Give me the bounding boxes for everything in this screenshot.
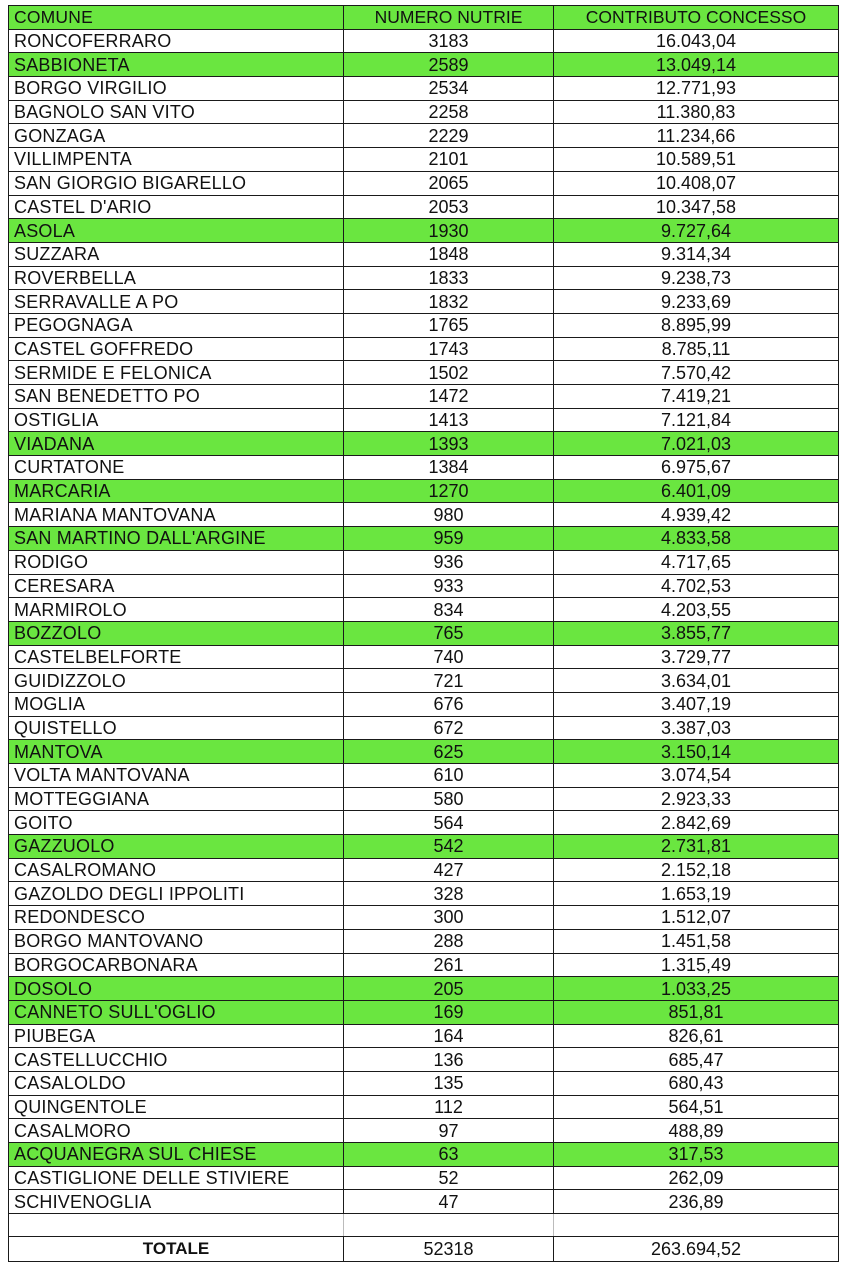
contributo-cell[interactable]: 11.234,66 (554, 124, 839, 148)
table-row (9, 598, 839, 622)
nutrie-cell[interactable]: 625 (344, 740, 554, 764)
nutrie-cell[interactable]: 205 (344, 977, 554, 1001)
contributo-cell[interactable]: 7.570,42 (554, 361, 839, 385)
nutrie-cell[interactable]: 834 (344, 598, 554, 622)
comune-cell[interactable]: OSTIGLIA (9, 408, 344, 432)
comune-cell[interactable]: BORGOCARBONARA (9, 953, 344, 977)
table-row (9, 148, 839, 172)
nutrie-cell[interactable]: 936 (344, 550, 554, 574)
table-row (9, 266, 839, 290)
table-row (9, 764, 839, 788)
nutrie-cell[interactable]: 427 (344, 858, 554, 882)
comune-cell[interactable]: QUINGENTOLE (9, 1095, 344, 1119)
table-row (9, 835, 839, 859)
comune-cell[interactable]: CURTATONE (9, 456, 344, 480)
contributo-cell[interactable]: 685,47 (554, 1048, 839, 1072)
contributo-cell[interactable]: 6.401,09 (554, 479, 839, 503)
table-row (9, 313, 839, 337)
contributo-cell[interactable]: 2.842,69 (554, 811, 839, 835)
contributo-cell[interactable]: 3.074,54 (554, 764, 839, 788)
comune-cell[interactable]: GOITO (9, 811, 344, 835)
header-row (9, 6, 839, 30)
table-row (9, 692, 839, 716)
contributo-cell[interactable]: 851,81 (554, 1000, 839, 1024)
table-row (9, 53, 839, 77)
comune-cell[interactable]: MOTTEGGIANA (9, 787, 344, 811)
comune-cell[interactable]: BORGO MANTOVANO (9, 929, 344, 953)
comune-cell[interactable]: VIADANA (9, 432, 344, 456)
table-row (9, 1000, 839, 1024)
table-row (9, 77, 839, 101)
nutrie-cell[interactable]: 1384 (344, 456, 554, 480)
nutrie-cell[interactable]: 47 (344, 1190, 554, 1214)
contributo-cell[interactable]: 7.121,84 (554, 408, 839, 432)
contributo-cell[interactable]: 10.589,51 (554, 148, 839, 172)
contributo-cell[interactable]: 564,51 (554, 1095, 839, 1119)
table-row (9, 219, 839, 243)
total-label[interactable]: TOTALE (9, 1237, 344, 1262)
nutrie-cell[interactable]: 959 (344, 527, 554, 551)
contributo-cell[interactable]: 16.043,04 (554, 29, 839, 53)
comune-cell[interactable]: CANNETO SULL'OGLIO (9, 1000, 344, 1024)
blank-row (9, 1214, 839, 1237)
comune-cell[interactable]: ROVERBELLA (9, 266, 344, 290)
comune-cell[interactable]: BAGNOLO SAN VITO (9, 100, 344, 124)
comune-cell[interactable]: MARMIROLO (9, 598, 344, 622)
contributo-cell[interactable]: 1.451,58 (554, 929, 839, 953)
nutrie-cell[interactable]: 2229 (344, 124, 554, 148)
comune-cell[interactable]: SERMIDE E FELONICA (9, 361, 344, 385)
table-row (9, 1166, 839, 1190)
contributo-cell[interactable]: 1.033,25 (554, 977, 839, 1001)
nutrie-cell[interactable]: 164 (344, 1024, 554, 1048)
contributo-cell[interactable]: 3.387,03 (554, 716, 839, 740)
comune-cell[interactable]: GUIDIZZOLO (9, 669, 344, 693)
table-row (9, 977, 839, 1001)
contributo-cell[interactable]: 8.785,11 (554, 337, 839, 361)
total-contributo[interactable]: 263.694,52 (554, 1237, 839, 1262)
table-row (9, 1143, 839, 1167)
table-row (9, 1024, 839, 1048)
contributo-cell[interactable]: 1.315,49 (554, 953, 839, 977)
nutrie-cell[interactable]: 3183 (344, 29, 554, 53)
table-row (9, 1190, 839, 1214)
nutrie-cell[interactable]: 261 (344, 953, 554, 977)
table-row (9, 337, 839, 361)
comune-cell[interactable]: QUISTELLO (9, 716, 344, 740)
table-row (9, 290, 839, 314)
contributo-cell[interactable]: 2.923,33 (554, 787, 839, 811)
nutrie-cell[interactable]: 2065 (344, 171, 554, 195)
comune-cell[interactable]: CASALOLDO (9, 1071, 344, 1095)
comune-cell[interactable]: GONZAGA (9, 124, 344, 148)
contributo-cell[interactable]: 11.380,83 (554, 100, 839, 124)
contributo-cell[interactable]: 4.702,53 (554, 574, 839, 598)
nutrie-cell[interactable]: 52 (344, 1166, 554, 1190)
contributo-cell[interactable]: 680,43 (554, 1071, 839, 1095)
comune-cell[interactable]: PIUBEGA (9, 1024, 344, 1048)
nutrie-cell[interactable]: 542 (344, 835, 554, 859)
nutrie-cell[interactable]: 136 (344, 1048, 554, 1072)
table-row (9, 527, 839, 551)
comune-cell[interactable]: VOLTA MANTOVANA (9, 764, 344, 788)
comune-cell[interactable]: MARCARIA (9, 479, 344, 503)
contributo-cell[interactable]: 9.238,73 (554, 266, 839, 290)
comune-cell[interactable]: MOGLIA (9, 692, 344, 716)
comune-cell[interactable]: MANTOVA (9, 740, 344, 764)
nutrie-cell[interactable]: 740 (344, 645, 554, 669)
contributo-cell[interactable]: 1.653,19 (554, 882, 839, 906)
contributo-cell[interactable]: 317,53 (554, 1143, 839, 1167)
comune-cell[interactable]: PEGOGNAGA (9, 313, 344, 337)
comune-cell[interactable]: BOZZOLO (9, 621, 344, 645)
table-row (9, 645, 839, 669)
table-body (9, 29, 839, 1213)
comune-cell[interactable]: GAZOLDO DEGLI IPPOLITI (9, 882, 344, 906)
table-row (9, 100, 839, 124)
blank-cell[interactable] (344, 1214, 554, 1237)
nutrie-cell[interactable]: 169 (344, 1000, 554, 1024)
contributo-cell[interactable]: 4.833,58 (554, 527, 839, 551)
table-row (9, 740, 839, 764)
nutrie-cell[interactable]: 1833 (344, 266, 554, 290)
contributo-cell[interactable]: 10.408,07 (554, 171, 839, 195)
nutrie-cell[interactable]: 2589 (344, 53, 554, 77)
comune-cell[interactable]: GAZZUOLO (9, 835, 344, 859)
contributo-cell[interactable]: 262,09 (554, 1166, 839, 1190)
contributo-cell[interactable]: 8.895,99 (554, 313, 839, 337)
blank-cell[interactable] (9, 1214, 344, 1237)
table-row (9, 1095, 839, 1119)
comune-cell[interactable]: CERESARA (9, 574, 344, 598)
contributo-cell[interactable]: 9.727,64 (554, 219, 839, 243)
table-row (9, 858, 839, 882)
nutrie-cell[interactable]: 288 (344, 929, 554, 953)
table-row (9, 124, 839, 148)
table-row (9, 550, 839, 574)
comune-cell[interactable]: CASALMORO (9, 1119, 344, 1143)
nutrie-cell[interactable]: 1502 (344, 361, 554, 385)
contributo-cell[interactable]: 1.512,07 (554, 906, 839, 930)
header-comune[interactable]: COMUNE (9, 6, 344, 30)
contributo-cell[interactable]: 3.407,19 (554, 692, 839, 716)
nutrie-cell[interactable]: 1832 (344, 290, 554, 314)
contributo-cell[interactable]: 7.021,03 (554, 432, 839, 456)
comune-cell[interactable]: CASTEL GOFFREDO (9, 337, 344, 361)
contributo-cell[interactable]: 6.975,67 (554, 456, 839, 480)
table-row (9, 361, 839, 385)
table-row (9, 479, 839, 503)
comune-cell[interactable]: CASTIGLIONE DELLE STIVIERE (9, 1166, 344, 1190)
contributo-cell[interactable]: 9.233,69 (554, 290, 839, 314)
contributo-cell[interactable]: 7.419,21 (554, 385, 839, 409)
contributo-cell[interactable]: 2.152,18 (554, 858, 839, 882)
table-row (9, 929, 839, 953)
table-row (9, 882, 839, 906)
nutrie-cell[interactable]: 135 (344, 1071, 554, 1095)
nutrie-cell[interactable]: 63 (344, 1143, 554, 1167)
nutrie-table (8, 5, 839, 1262)
nutrie-cell[interactable]: 980 (344, 503, 554, 527)
nutrie-cell[interactable]: 2053 (344, 195, 554, 219)
comune-cell[interactable]: SAN MARTINO DALL'ARGINE (9, 527, 344, 551)
blank-cell[interactable] (554, 1214, 839, 1237)
nutrie-cell[interactable]: 1848 (344, 242, 554, 266)
table-row (9, 503, 839, 527)
nutrie-cell[interactable]: 1472 (344, 385, 554, 409)
comune-cell[interactable]: SABBIONETA (9, 53, 344, 77)
contributo-cell[interactable]: 488,89 (554, 1119, 839, 1143)
nutrie-cell[interactable]: 672 (344, 716, 554, 740)
table-row (9, 456, 839, 480)
comune-cell[interactable]: RODIGO (9, 550, 344, 574)
spreadsheet (8, 5, 838, 1262)
header-contributo-concesso[interactable]: CONTRIBUTO CONCESSO (554, 6, 839, 30)
nutrie-cell[interactable]: 97 (344, 1119, 554, 1143)
contributo-cell[interactable]: 10.347,58 (554, 195, 839, 219)
contributo-cell[interactable]: 12.771,93 (554, 77, 839, 101)
comune-cell[interactable]: BORGO VIRGILIO (9, 77, 344, 101)
table-row (9, 716, 839, 740)
contributo-cell[interactable]: 826,61 (554, 1024, 839, 1048)
table-row (9, 1071, 839, 1095)
table-row (9, 195, 839, 219)
comune-cell[interactable]: SAN GIORGIO BIGARELLO (9, 171, 344, 195)
comune-cell[interactable]: ACQUANEGRA SUL CHIESE (9, 1143, 344, 1167)
contributo-cell[interactable]: 13.049,14 (554, 53, 839, 77)
nutrie-cell[interactable]: 1270 (344, 479, 554, 503)
comune-cell[interactable]: MARIANA MANTOVANA (9, 503, 344, 527)
contributo-cell[interactable]: 236,89 (554, 1190, 839, 1214)
comune-cell[interactable]: CASALROMANO (9, 858, 344, 882)
comune-cell[interactable]: CASTELBELFORTE (9, 645, 344, 669)
nutrie-cell[interactable]: 1765 (344, 313, 554, 337)
nutrie-cell[interactable]: 112 (344, 1095, 554, 1119)
nutrie-cell[interactable]: 564 (344, 811, 554, 835)
table-row (9, 385, 839, 409)
comune-cell[interactable]: SCHIVENOGLIA (9, 1190, 344, 1214)
table-row (9, 242, 839, 266)
table-row (9, 621, 839, 645)
comune-cell[interactable]: SAN BENEDETTO PO (9, 385, 344, 409)
table-row (9, 811, 839, 835)
nutrie-cell[interactable]: 721 (344, 669, 554, 693)
total-row (9, 1237, 839, 1262)
nutrie-cell[interactable]: 300 (344, 906, 554, 930)
comune-cell[interactable]: SUZZARA (9, 242, 344, 266)
nutrie-cell[interactable]: 1930 (344, 219, 554, 243)
table-row (9, 787, 839, 811)
nutrie-cell[interactable]: 933 (344, 574, 554, 598)
contributo-cell[interactable]: 4.203,55 (554, 598, 839, 622)
total-nutrie[interactable]: 52318 (344, 1237, 554, 1262)
nutrie-cell[interactable]: 765 (344, 621, 554, 645)
nutrie-cell[interactable]: 1393 (344, 432, 554, 456)
contributo-cell[interactable]: 3.729,77 (554, 645, 839, 669)
contributo-cell[interactable]: 4.939,42 (554, 503, 839, 527)
comune-cell[interactable]: RONCOFERRARO (9, 29, 344, 53)
table-row (9, 408, 839, 432)
nutrie-cell[interactable]: 2534 (344, 77, 554, 101)
comune-cell[interactable]: CASTELLUCCHIO (9, 1048, 344, 1072)
table-row (9, 574, 839, 598)
nutrie-cell[interactable]: 2258 (344, 100, 554, 124)
table-row (9, 669, 839, 693)
nutrie-cell[interactable]: 580 (344, 787, 554, 811)
table-row (9, 953, 839, 977)
contributo-cell[interactable]: 3.150,14 (554, 740, 839, 764)
contributo-cell[interactable]: 2.731,81 (554, 835, 839, 859)
table-row (9, 432, 839, 456)
header-numero-nutrie[interactable]: NUMERO NUTRIE (344, 6, 554, 30)
nutrie-cell[interactable]: 2101 (344, 148, 554, 172)
contributo-cell[interactable]: 4.717,65 (554, 550, 839, 574)
table-row (9, 29, 839, 53)
table-row (9, 906, 839, 930)
comune-cell[interactable]: DOSOLO (9, 977, 344, 1001)
table-row (9, 1119, 839, 1143)
nutrie-cell[interactable]: 1413 (344, 408, 554, 432)
table-row (9, 171, 839, 195)
contributo-cell[interactable]: 9.314,34 (554, 242, 839, 266)
nutrie-cell[interactable]: 676 (344, 692, 554, 716)
contributo-cell[interactable]: 3.634,01 (554, 669, 839, 693)
comune-cell[interactable]: ASOLA (9, 219, 344, 243)
table-row (9, 1048, 839, 1072)
contributo-cell[interactable]: 3.855,77 (554, 621, 839, 645)
comune-cell[interactable]: SERRAVALLE A PO (9, 290, 344, 314)
comune-cell[interactable]: CASTEL D'ARIO (9, 195, 344, 219)
nutrie-cell[interactable]: 1743 (344, 337, 554, 361)
nutrie-cell[interactable]: 610 (344, 764, 554, 788)
comune-cell[interactable]: VILLIMPENTA (9, 148, 344, 172)
nutrie-cell[interactable]: 328 (344, 882, 554, 906)
comune-cell[interactable]: REDONDESCO (9, 906, 344, 930)
